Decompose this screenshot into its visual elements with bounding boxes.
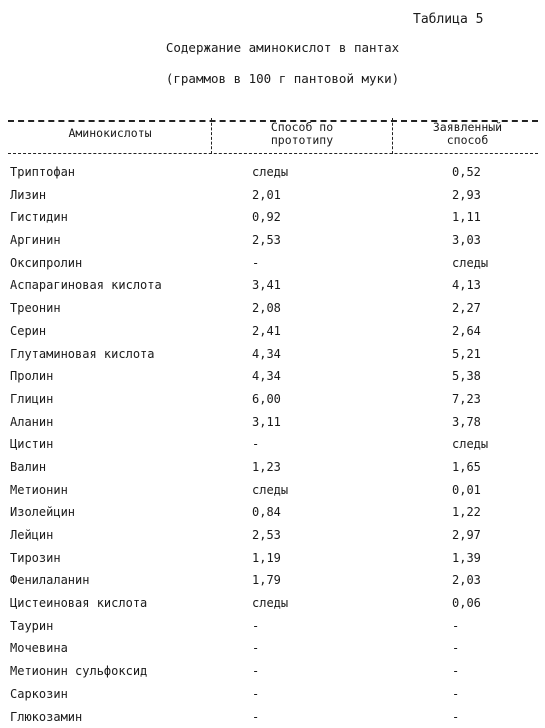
- claimed-method-value: -: [452, 683, 459, 706]
- table-row: [0, 320, 545, 343]
- claimed-method-value: 0,06: [452, 592, 481, 615]
- claimed-method-value: следы: [452, 433, 488, 456]
- amino-acid-name: Аргинин: [10, 229, 61, 252]
- table-row: [0, 569, 545, 592]
- prototype-method-value: -: [252, 252, 259, 275]
- amino-acid-name: Цистин: [10, 433, 53, 456]
- column-header-prototype-method: Способ по прототипу: [214, 121, 390, 147]
- amino-acid-name: Треонин: [10, 297, 61, 320]
- table-row: [0, 706, 545, 728]
- prototype-method-value: -: [252, 683, 259, 706]
- prototype-method-value: 2,53: [252, 524, 281, 547]
- amino-acid-name: Таурин: [10, 615, 53, 638]
- amino-acid-name: Тирозин: [10, 547, 61, 570]
- claimed-method-value: 2,97: [452, 524, 481, 547]
- prototype-method-value: 2,01: [252, 184, 281, 207]
- claimed-method-value: 5,38: [452, 365, 481, 388]
- amino-acid-name: Глутаминовая кислота: [10, 343, 155, 366]
- prototype-method-value: 3,11: [252, 411, 281, 434]
- claimed-method-value: 3,78: [452, 411, 481, 434]
- claimed-method-value: 7,23: [452, 388, 481, 411]
- amino-acid-name: Мочевина: [10, 637, 68, 660]
- prototype-method-value: -: [252, 433, 259, 456]
- amino-acid-name: Аланин: [10, 411, 53, 434]
- table-row: [0, 229, 545, 252]
- table-row: [0, 184, 545, 207]
- prototype-method-value: 2,41: [252, 320, 281, 343]
- amino-acid-name: Гистидин: [10, 206, 68, 229]
- claimed-method-value: 1,11: [452, 206, 481, 229]
- table-row: [0, 388, 545, 411]
- claimed-method-value: 1,65: [452, 456, 481, 479]
- table-row: [0, 456, 545, 479]
- claimed-method-value: -: [452, 615, 459, 638]
- table-row: [0, 637, 545, 660]
- column-header-claimed-method: Заявленный способ: [395, 121, 540, 147]
- table-row: [0, 252, 545, 275]
- prototype-method-value: -: [252, 637, 259, 660]
- table-row: [0, 411, 545, 434]
- table-body: [0, 161, 545, 728]
- claimed-method-value: 1,22: [452, 501, 481, 524]
- table-row: [0, 547, 545, 570]
- table-row: [0, 479, 545, 502]
- table-row: [0, 206, 545, 229]
- prototype-method-value: 1,23: [252, 456, 281, 479]
- table-row: [0, 501, 545, 524]
- table-row: [0, 343, 545, 366]
- claimed-method-value: -: [452, 706, 459, 728]
- prototype-method-value: 4,34: [252, 365, 281, 388]
- claimed-method-value: 4,13: [452, 274, 481, 297]
- table-row: [0, 274, 545, 297]
- amino-acid-name: Метионин сульфоксид: [10, 660, 147, 683]
- amino-acid-name: Лейцин: [10, 524, 53, 547]
- prototype-method-value: 4,34: [252, 343, 281, 366]
- claimed-method-value: 2,64: [452, 320, 481, 343]
- claimed-method-value: 2,03: [452, 569, 481, 592]
- prototype-method-value: следы: [252, 479, 288, 502]
- prototype-method-value: 1,19: [252, 547, 281, 570]
- claimed-method-value: -: [452, 637, 459, 660]
- table-row: [0, 592, 545, 615]
- prototype-method-value: следы: [252, 161, 288, 184]
- prototype-method-value: 0,84: [252, 501, 281, 524]
- amino-acid-name: Изолейцин: [10, 501, 75, 524]
- table-row: [0, 524, 545, 547]
- column-divider-2: [392, 118, 393, 154]
- prototype-method-value: -: [252, 706, 259, 728]
- claimed-method-value: 3,03: [452, 229, 481, 252]
- prototype-method-value: следы: [252, 592, 288, 615]
- claimed-method-value: 0,52: [452, 161, 481, 184]
- amino-acid-name: Саркозин: [10, 683, 68, 706]
- table-row: [0, 433, 545, 456]
- table-row: [0, 660, 545, 683]
- table-subtitle: (граммов в 100 г пантовой муки): [0, 71, 545, 86]
- claimed-method-value: 2,27: [452, 297, 481, 320]
- column-divider-1: [211, 118, 212, 154]
- amino-acid-name: Аспарагиновая кислота: [10, 274, 162, 297]
- table-row: [0, 297, 545, 320]
- table-row: [0, 615, 545, 638]
- amino-acid-name: Метионин: [10, 479, 68, 502]
- prototype-method-value: 6,00: [252, 388, 281, 411]
- prototype-method-value: -: [252, 615, 259, 638]
- table-row: [0, 683, 545, 706]
- table-number-label: Таблица 5: [413, 12, 483, 27]
- amino-acid-name: Лизин: [10, 184, 46, 207]
- amino-acid-name: Серин: [10, 320, 46, 343]
- amino-acid-name: Оксипролин: [10, 252, 82, 275]
- amino-acid-name: Глюкозамин: [10, 706, 82, 728]
- amino-acid-name: Глицин: [10, 388, 53, 411]
- amino-acid-name: Валин: [10, 456, 46, 479]
- prototype-method-value: -: [252, 660, 259, 683]
- table-row: [0, 365, 545, 388]
- column-header-amino-acids: Аминокислоты: [12, 127, 208, 140]
- prototype-method-value: 2,08: [252, 297, 281, 320]
- header-rule-bottom: [8, 153, 538, 154]
- claimed-method-value: 5,21: [452, 343, 481, 366]
- claimed-method-value: 0,01: [452, 479, 481, 502]
- prototype-method-value: 0,92: [252, 206, 281, 229]
- prototype-method-value: 2,53: [252, 229, 281, 252]
- prototype-method-value: 1,79: [252, 569, 281, 592]
- table-row: [0, 161, 545, 184]
- claimed-method-value: 1,39: [452, 547, 481, 570]
- amino-acid-name: Фенилаланин: [10, 569, 89, 592]
- amino-acid-name: Пролин: [10, 365, 53, 388]
- claimed-method-value: следы: [452, 252, 488, 275]
- prototype-method-value: 3,41: [252, 274, 281, 297]
- table-title: Содержание аминокислот в пантах: [0, 40, 545, 55]
- amino-acid-name: Триптофан: [10, 161, 75, 184]
- claimed-method-value: -: [452, 660, 459, 683]
- claimed-method-value: 2,93: [452, 184, 481, 207]
- amino-acid-name: Цистеиновая кислота: [10, 592, 147, 615]
